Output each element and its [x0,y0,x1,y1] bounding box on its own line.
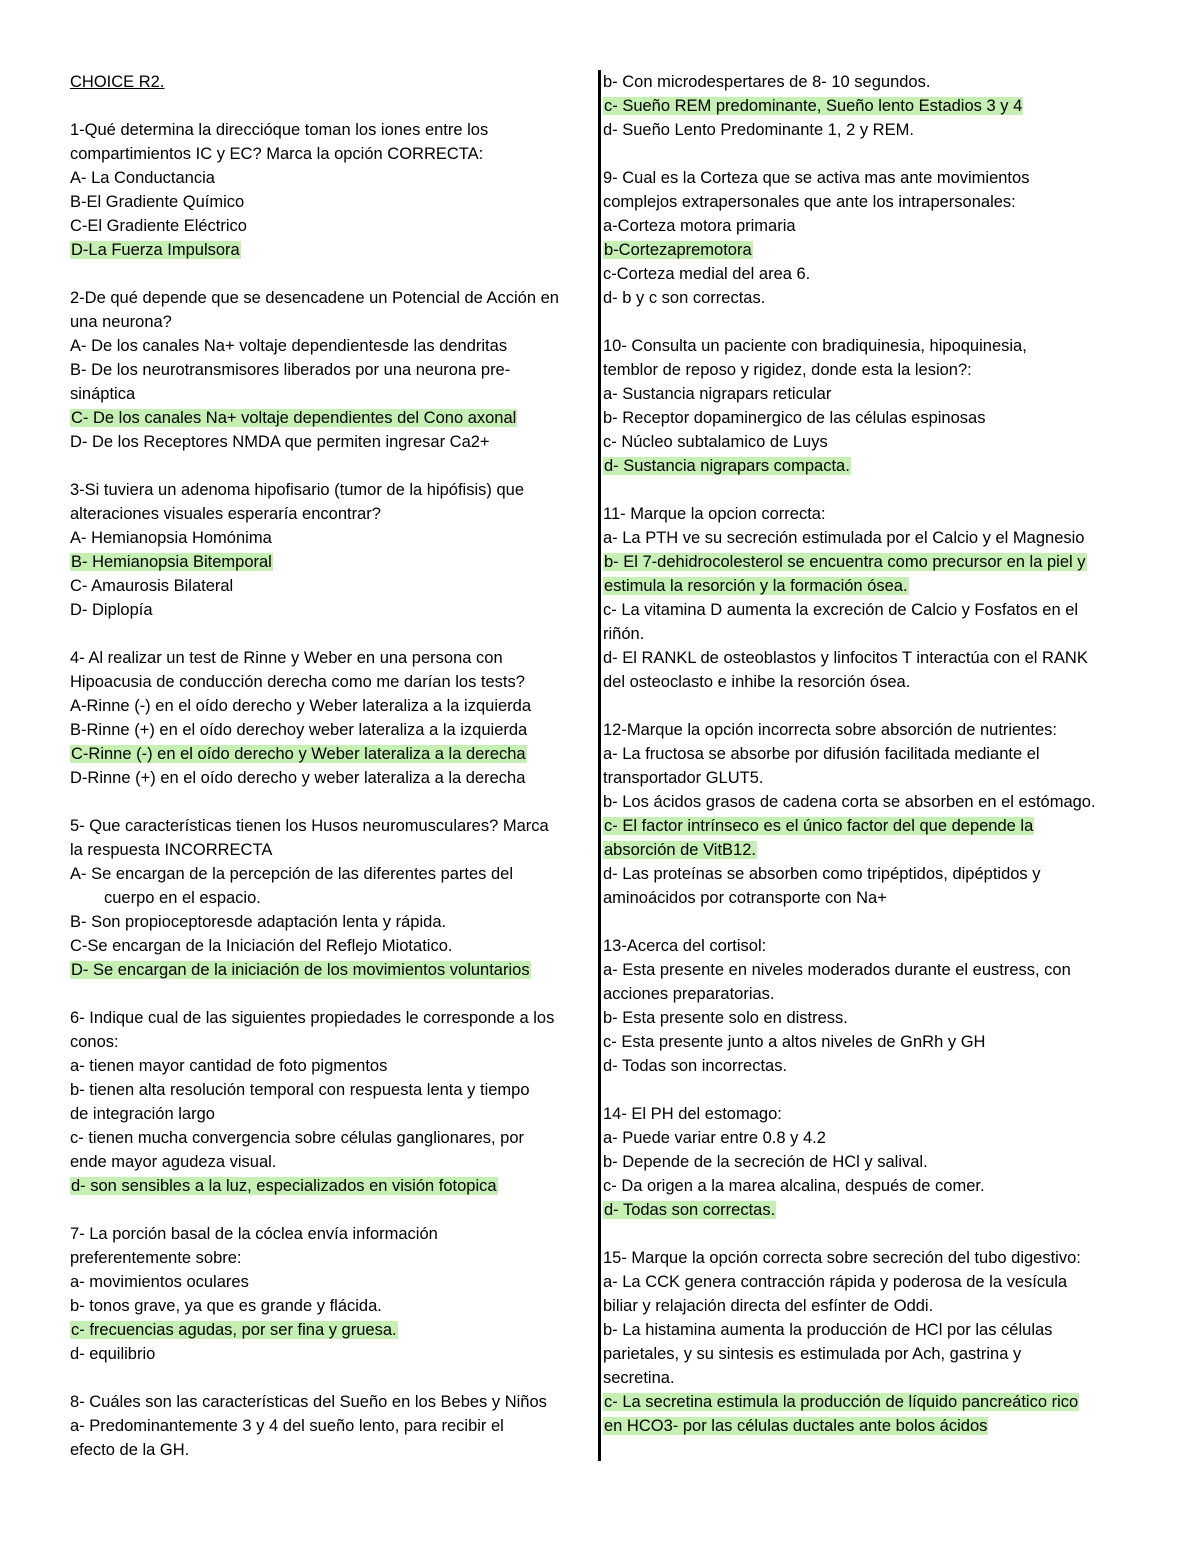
spacer [70,1366,598,1390]
line-text: 7- La porción basal de la cóclea envía información [70,1225,438,1243]
right-column [603,70,1133,1438]
line-text: temblor de reposo y rigidez, donde esta la lesion?: [603,361,972,379]
text-line [70,694,598,718]
text-line [70,1150,598,1174]
line-text: riñón. [603,625,645,643]
correct-answer-line [70,742,598,766]
text-line [603,934,1133,958]
line-text: efecto de la GH. [70,1441,190,1459]
text-line [70,718,598,742]
text-line [603,1366,1133,1390]
spacer [603,142,1133,166]
line-text: sináptica [70,385,136,403]
text-line [70,1294,598,1318]
line-text: la respuesta INCORRECTA [70,841,273,859]
line-text: b- Esta presente solo en distress. [603,1009,848,1027]
line-text: 4- Al realizar un test de Rinne y Weber en una persona con [70,649,503,667]
line-text: 13-Acerca del cortisol: [603,937,767,955]
text-line [70,598,598,622]
line-text: c- tienen mucha convergencia sobre células ganglionares, por [70,1129,525,1147]
line-text: b- Receptor dopaminergico de las células espinosas [603,409,986,427]
line-text: b- Con microdespertares de 8- 10 segundos. [603,73,931,91]
text-line [603,166,1133,190]
line-text: C-El Gradiente Eléctrico [70,217,247,235]
text-line [70,310,598,334]
line-text: B- De los neurotransmisores liberados por una neurona pre- [70,361,511,379]
text-line [603,358,1133,382]
line-text: A- De los canales Na+ voltaje dependientesde las dendritas [70,337,508,355]
text-line [70,526,598,550]
text-line [603,1294,1133,1318]
line-text: b- La histamina aumenta la producción de HCl por las células [603,1321,1053,1339]
line-text: d- Las proteínas se absorben como tripéptidos, dipéptidos y [603,865,1041,883]
line-text: b- Los ácidos grasos de cadena corta se absorben en el estómago. [603,793,1096,811]
line-text: a- Puede variar entre 0.8 y 4.2 [603,1129,826,1147]
line-text: b- Depende de la secreción de HCl y salival. [603,1153,928,1171]
line-text: conos: [70,1033,119,1051]
line-text: 3-Si tuviera un adenoma hipofisario (tumor de la hipófisis) que [70,481,524,499]
line-text: c- Sueño REM predominante, Sueño lento Estadios 3 y 4 [604,97,1023,115]
line-text: c- El factor intrínseco es el único factor del que depende la [604,817,1034,835]
line-text: 11- Marque la opcion correcta: [603,505,826,523]
spacer [603,478,1133,502]
line-text: 8- Cuáles son las características del Sueño en los Bebes y Niños [70,1393,547,1411]
correct-answer-line [70,238,598,262]
line-text: a- La fructosa se absorbe por difusión facilitada mediante el [603,745,1040,763]
line-text: a- movimientos oculares [70,1273,249,1291]
correct-answer-line [603,574,1133,598]
text-line [70,1006,598,1030]
line-text: C-Se encargan de la Iniciación del Reflejo Miotatico. [70,937,453,955]
line-text: A- Se encargan de la percepción de las diferentes partes del [70,865,514,883]
text-line [70,1438,598,1462]
line-text: 5- Que características tienen los Husos neuromusculares? Marca [70,817,549,835]
line-text: 10- Consulta un paciente con bradiquinesia, hipoquinesia, [603,337,1027,355]
text-line [70,862,598,886]
text-line [603,1174,1133,1198]
text-line [70,214,598,238]
line-text: c- Núcleo subtalamico de Luys [603,433,828,451]
column-divider [598,70,601,1461]
right-question-list [603,70,1133,1438]
line-text: parietales, y su sintesis es estimulada por Ach, gastrina y [603,1345,1022,1363]
line-text: b-Cortezapremotora [604,241,752,259]
text-line [603,1318,1133,1342]
text-line [603,1342,1133,1366]
text-line [70,1078,598,1102]
text-line [70,910,598,934]
text-line [603,862,1133,886]
text-line [603,982,1133,1006]
text-line [603,190,1133,214]
text-line [70,1102,598,1126]
text-line [603,286,1133,310]
spacer [70,262,598,286]
text-line [70,838,598,862]
line-text: ende mayor agudeza visual. [70,1153,277,1171]
text-line [603,1102,1133,1126]
text-line [603,118,1133,142]
line-text: a- Esta presente en niveles moderados durante el eustress, con [603,961,1071,979]
line-text: c- Da origen a la marea alcalina, después de comer. [603,1177,985,1195]
text-line [70,1414,598,1438]
text-line [603,598,1133,622]
line-text: D-La Fuerza Impulsora [71,241,240,259]
text-line [70,1126,598,1150]
line-text: preferentemente sobre: [70,1249,242,1267]
spacer [603,1222,1133,1246]
line-text: B-Rinne (+) en el oído derechoy weber lateraliza a la izquierda [70,721,528,739]
correct-answer-line [603,1198,1133,1222]
line-text: cuerpo en el espacio. [104,889,261,907]
text-line [70,118,598,142]
correct-answer-line [603,1390,1133,1414]
line-text: a-Corteza motora primaria [603,217,796,235]
line-text: A- Hemianopsia Homónima [70,529,272,547]
text-line [603,1126,1133,1150]
line-text: b- tonos grave, ya que es grande y flácida. [70,1297,382,1315]
line-text: compartimientos IC y EC? Marca la opción CORRECTA: [70,145,484,163]
text-line [603,646,1133,670]
text-line [603,1054,1133,1078]
text-line [603,622,1133,646]
text-line [603,1006,1133,1030]
text-line [70,1222,598,1246]
line-text: 1-Qué determina la direccióque toman los iones entre los [70,121,489,139]
text-line [603,958,1133,982]
text-line [70,670,598,694]
line-text: d- Todas son incorrectas. [603,1057,788,1075]
text-line [70,334,598,358]
correct-answer-line [70,958,598,982]
line-text: d- equilibrio [70,1345,156,1363]
line-text: complejos extrapersonales que ante los intrapersonales: [603,193,1016,211]
line-text: estimula la resorción y la formación ósea. [604,577,908,595]
correct-answer-line [603,238,1133,262]
correct-answer-line [603,454,1133,478]
line-text: d- El RANKL de osteoblastos y linfocitos T interactúa con el RANK [603,649,1088,667]
line-text: Hipoacusia de conducción derecha como me darían los tests? [70,673,525,691]
text-line [70,286,598,310]
text-line [70,358,598,382]
line-text: d- son sensibles a la luz, especializados en visión fotopica [71,1177,497,1195]
spacer [70,622,598,646]
spacer [70,454,598,478]
line-text: B- Hemianopsia Bitemporal [71,553,272,571]
line-text: D- Diplopía [70,601,153,619]
line-text: d- Todas son correctas. [604,1201,776,1219]
text-line [70,1270,598,1294]
spacer [70,790,598,814]
text-line [70,766,598,790]
text-line [603,382,1133,406]
correct-answer-line [603,550,1133,574]
text-line [603,670,1133,694]
left-question-list [70,118,598,1462]
text-line [603,766,1133,790]
text-line [603,1150,1133,1174]
correct-answer-line [70,406,598,430]
line-text: C- Amaurosis Bilateral [70,577,234,595]
text-line [70,1390,598,1414]
line-text: transportador GLUT5. [603,769,764,787]
line-text: 15- Marque la opción correcta sobre secreción del tubo digestivo: [603,1249,1081,1267]
correct-answer-line [603,838,1133,862]
line-text: c-Corteza medial del area 6. [603,265,811,283]
line-text: A- La Conductancia [70,169,215,187]
correct-answer-line [70,550,598,574]
spacer [70,982,598,1006]
line-text: alteraciones visuales esperaría encontrar? [70,505,381,523]
text-line [603,1270,1133,1294]
left-column [70,70,598,1462]
text-line [603,430,1133,454]
line-text: c- frecuencias agudas, por ser fina y gruesa. [71,1321,397,1339]
line-text: en HCO3- por las células ductales ante bolos ácidos [604,1417,988,1435]
text-line [603,742,1133,766]
text-line [603,526,1133,550]
line-text: C-Rinne (-) en el oído derecho y Weber lateraliza a la derecha [71,745,526,763]
correct-answer-line [70,1318,598,1342]
text-line [603,70,1133,94]
text-line [70,190,598,214]
line-text: absorción de VitB12. [604,841,756,859]
line-text: d- Sueño Lento Predominante 1, 2 y REM. [603,121,914,139]
line-text: d- Sustancia nigrapars compacta. [604,457,850,475]
text-line [70,1342,598,1366]
line-text: b- tienen alta resolución temporal con respuesta lenta y tiempo [70,1081,530,1099]
correct-answer-line [70,1174,598,1198]
text-line [70,142,598,166]
line-text: acciones preparatorias. [603,985,775,1003]
line-text: a- Sustancia nigrapars reticular [603,385,832,403]
text-line [70,574,598,598]
line-text: D- Se encargan de la iniciación de los movimientos voluntarios [71,961,530,979]
line-text: d- b y c son correctas. [603,289,766,307]
text-line [603,1030,1133,1054]
text-line [603,406,1133,430]
line-text: D-Rinne (+) en el oído derecho y weber lateraliza a la derecha [70,769,526,787]
line-text: de integración largo [70,1105,215,1123]
line-text: 2-De qué depende que se desencadene un Potencial de Acción en [70,289,559,307]
text-line [603,262,1133,286]
document-title: CHOICE R2. [70,73,165,91]
text-line [603,718,1133,742]
spacer [603,310,1133,334]
text-line [603,214,1133,238]
text-line [603,502,1133,526]
spacer [70,94,598,118]
text-line [70,166,598,190]
text-line [70,1030,598,1054]
line-text: 6- Indique cual de las siguientes propiedades le corresponde a los [70,1009,555,1027]
line-text: A-Rinne (-) en el oído derecho y Weber lateraliza a la izquierda [70,697,532,715]
spacer [70,1198,598,1222]
text-line [603,790,1133,814]
line-text: C- De los canales Na+ voltaje dependientes del Cono axonal [71,409,517,427]
line-text: c- La secretina estimula la producción de líquido pancreático rico [604,1393,1079,1411]
spacer [603,1078,1133,1102]
line-text: a- tienen mayor cantidad de foto pigmentos [70,1057,388,1075]
line-text: D- De los Receptores NMDA que permiten ingresar Ca2+ [70,433,490,451]
text-line [70,814,598,838]
correct-answer-line [603,94,1133,118]
line-text: a- La CCK genera contracción rápida y poderosa de la vesícula [603,1273,1068,1291]
line-text: B- Son propioceptoresde adaptación lenta y rápida. [70,913,447,931]
spacer [603,910,1133,934]
text-line [70,1246,598,1270]
line-text: una neurona? [70,313,172,331]
line-text: a- Predominantemente 3 y 4 del sueño lento, para recibir el [70,1417,504,1435]
text-line [70,1054,598,1078]
line-text: c- Esta presente junto a altos niveles de GnRh y GH [603,1033,986,1051]
line-text: secretina. [603,1369,675,1387]
text-line [603,334,1133,358]
correct-answer-line [603,1414,1133,1438]
line-text: biliar y relajación directa del esfínter de Oddi. [603,1297,934,1315]
line-text: 12-Marque la opción incorrecta sobre absorción de nutrientes: [603,721,1058,739]
text-line [70,934,598,958]
line-text: c- La vitamina D aumenta la excreción de Calcio y Fosfatos en el [603,601,1079,619]
line-text: aminoácidos por cotransporte con Na+ [603,889,887,907]
text-line [603,886,1133,910]
text-line [70,430,598,454]
line-text: a- La PTH ve su secreción estimulada por el Calcio y el Magnesio [603,529,1085,547]
line-text: del osteoclasto e inhibe la resorción ósea. [603,673,911,691]
line-text: b- El 7-dehidrocolesterol se encuentra como precursor en la piel y [604,553,1086,571]
text-line [70,382,598,406]
line-text: 14- El PH del estomago: [603,1105,782,1123]
correct-answer-line [603,814,1133,838]
text-line [70,886,598,910]
text-line [70,646,598,670]
text-line [70,478,598,502]
line-text: 9- Cual es la Corteza que se activa mas ante movimientos [603,169,1030,187]
text-line [603,1246,1133,1270]
text-line [70,502,598,526]
line-text: B-El Gradiente Químico [70,193,245,211]
spacer [603,694,1133,718]
